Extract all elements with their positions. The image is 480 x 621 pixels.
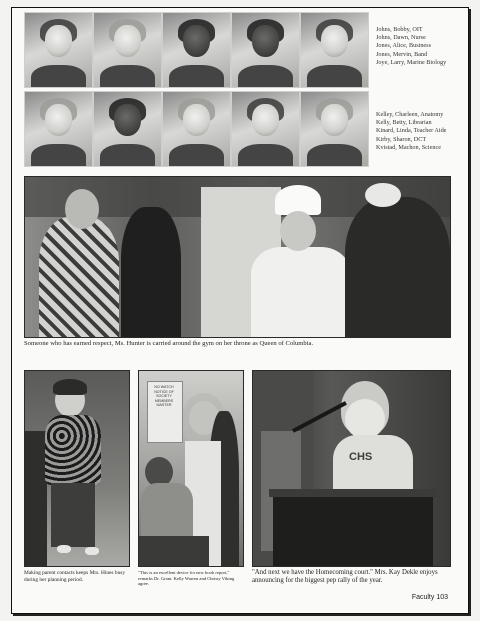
worksheet-caption: "This is an excellent device for new book report," remarks Dr. Grant. Kelly Warren and Christy Viking agree.	[138, 570, 235, 587]
faculty-name: Johns, Dawn, Nurse	[376, 34, 426, 42]
throne-procession-photo	[24, 176, 451, 338]
faculty-name: Kinard, Linda, Teacher Aide	[376, 127, 447, 135]
portrait-jones-mervin	[231, 12, 300, 88]
page-folio: Faculty 103	[411, 594, 448, 601]
faculty-names-block-1	[376, 26, 446, 67]
portrait-kirby-sharon	[231, 91, 300, 167]
portrait-johns-dawn	[93, 12, 162, 88]
yearbook-page	[12, 8, 468, 613]
sign-text: NO WATCH NOTICE OF SOCIETY MEMBERS MASTER	[154, 385, 174, 408]
portrait-kvistad-machon	[300, 91, 369, 167]
faculty-name: Kvistad, Machon, Science	[376, 143, 441, 151]
faculty-name: Johns, Bobby, OIT	[376, 26, 423, 33]
faculty-name: Joye, Larry, Marine Biology	[376, 58, 447, 66]
portrait-kelly-betty	[93, 91, 162, 167]
notice-sign	[149, 385, 179, 408]
portrait-jones-alice	[162, 12, 231, 88]
faculty-name: Kirby, Sharon, DCT	[376, 135, 427, 143]
faculty-name: Kelley, Charleen, Anatomy	[376, 111, 444, 118]
homecoming-caption: "And next we have the Homecoming court." Mrs. Kay Dekle enjoys announcing for the biggest pep rally of the year.	[252, 569, 438, 585]
portrait-johns-bobby	[24, 12, 93, 88]
portrait-joye-larry	[300, 12, 369, 88]
banner-text: CHS	[349, 451, 373, 463]
faculty-name: Jones, Mervin, Band	[376, 50, 428, 58]
faculty-names-block-2	[376, 111, 446, 152]
faculty-name: Kelly, Betty, Librarian	[376, 119, 432, 127]
faculty-name: Jones, Alice, Business	[376, 42, 431, 50]
worksheet-photo	[138, 370, 244, 567]
phone-caption: Making parent contacts keeps Mrs. Hines busy during her planning period.	[24, 570, 126, 583]
phone-call-photo	[24, 370, 130, 567]
portrait-kelley-charleen	[24, 91, 93, 167]
throne-caption: Someone who has earned respect, Ms. Hunter is carried around the gym on her throne as Queen of Columbia.	[24, 340, 314, 347]
portrait-kinard-linda	[162, 91, 231, 167]
homecoming-announcement-photo	[252, 370, 451, 567]
